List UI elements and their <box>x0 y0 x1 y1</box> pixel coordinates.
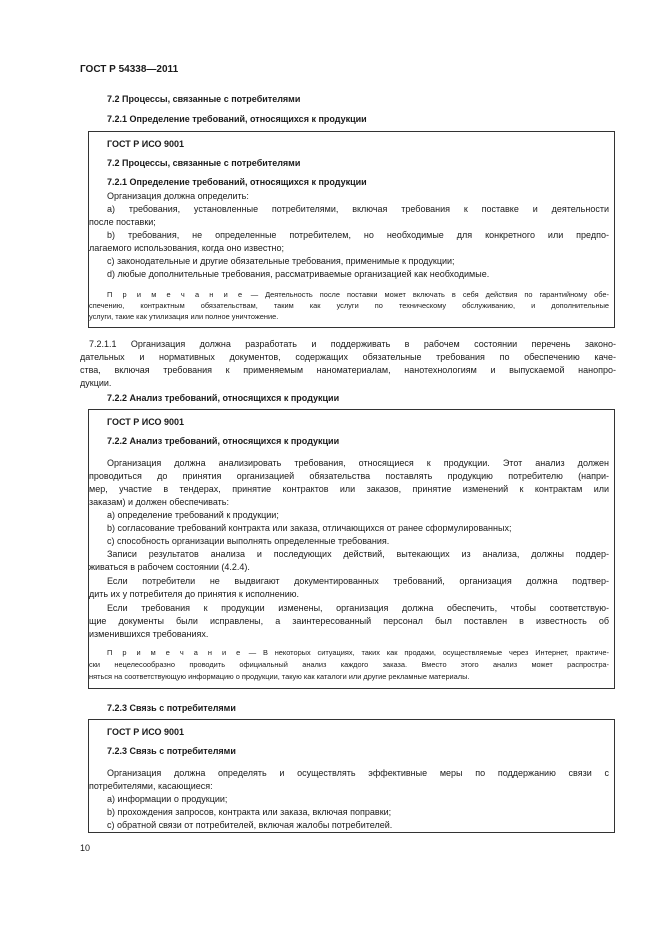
box2-note-text: — В некоторых ситуациях, таких как продажи, осуществляемые через Интернет, практиче- <box>241 648 609 657</box>
box2-p4-line1: Если требования к продукции изменены, организация должна обеспечить, чтобы соответствую- <box>107 603 609 613</box>
box1-item-a-cont: после поставки; <box>89 217 156 227</box>
box2-item-c: c) способность организации выполнять определенные требования. <box>107 536 390 546</box>
box2-p1-line3: мер, участие в тендерах, принятие контрактов или заказов, принятие изменений к контрактам или <box>89 484 609 494</box>
section-heading-7-2-3: 7.2.3 Связь с потребителями <box>107 703 236 713</box>
box2-p1-line2: проводиться до принятия организацией обязательства поставлять продукцию потребителю (напри- <box>89 471 609 481</box>
box3-p1-line2: потребителями, касающиеся: <box>89 781 213 791</box>
box2-item-b: b) согласование требований контракта или заказа, отличающихся от ранее сформулированных; <box>107 523 512 533</box>
box1-note-label: П р и м е ч а н и е <box>107 290 244 299</box>
box1-item-d: d) любые дополнительные требования, рассматриваемые организацией как необходимые. <box>107 269 490 279</box>
box2-p4-line3: изменившихся требованиях. <box>89 629 209 639</box>
box2-heading-7-2-2: 7.2.2 Анализ требований, относящихся к продукции <box>107 436 340 446</box>
para-7-2-1-1-line4: дукции. <box>80 378 112 388</box>
box1-note-line3: услуги, такие как утилизация или полное уничтожение. <box>89 312 279 321</box>
box1-intro: Организация должна определить: <box>107 191 249 201</box>
box1-item-a: a) требования, установленные потребителями, включая требования к поставке и деятельности <box>107 204 609 214</box>
document-header: ГОСТ Р 54338—2011 <box>80 64 179 75</box>
box2-p3-line2: дить их у потребителя до принятия к исполнению. <box>89 589 300 599</box>
box2-p2-line1: Записи результатов анализа и последующих действий, вытекающих из анализа, должны поддер- <box>107 549 609 559</box>
box3-label: ГОСТ Р ИСО 9001 <box>107 727 185 737</box>
box2-p2-line2: живаться в рабочем состоянии (4.2.4). <box>89 562 250 572</box>
section-heading-7-2-1: 7.2.1 Определение требований, относящихся к продукции <box>107 114 367 124</box>
box2-note-line3: няться на соответствующую информацию о продукции, такую как каталоги или другие рекламные материалы. <box>89 672 470 681</box>
box3-p1-line1: Организация должна определять и осуществлять эффективные меры по поддержанию связи с <box>107 768 609 778</box>
para-7-2-1-1-line2: дательных и нормативных документов, содержащих обязательные требования по обеспечению каче- <box>80 352 616 362</box>
box2-label: ГОСТ Р ИСО 9001 <box>107 417 185 427</box>
box1-note-line2: спечению, контрактным обязательствам, таким как услуги по техническому обслуживанию, и дополнительные <box>89 301 609 310</box>
box1-heading-7-2: 7.2 Процессы, связанные с потребителями <box>107 158 301 168</box>
box3-item-a: a) информации о продукции; <box>107 794 228 804</box>
box2-p1-line4: заказам) и должен обеспечивать: <box>89 497 229 507</box>
box2-note-line2: ски нецелесообразно проводить официальный анализ каждого заказа. Вместо этого анализ может распростра- <box>89 660 609 669</box>
box3-heading-7-2-3: 7.2.3 Связь с потребителями <box>107 746 236 756</box>
box1-heading-7-2-1: 7.2.1 Определение требований, относящихся к продукции <box>107 177 367 187</box>
para-7-2-1-1-line3: ства, включая требования к применяемым наноматериалам, нанотехнологиям и выпускаемой нанопро- <box>80 365 616 375</box>
section-heading-7-2: 7.2 Процессы, связанные с потребителями <box>107 94 301 104</box>
box1-note-text: — Деятельность после поставки может включать в себя действия по гарантийному обе- <box>243 290 609 299</box>
box2-item-a: a) определение требований к продукции; <box>107 510 279 520</box>
page-number: 10 <box>80 843 91 853</box>
box3-item-c: c) обратной связи от потребителей, включая жалобы потребителей. <box>107 820 393 830</box>
box3-item-b: b) прохождения запросов, контракта или заказа, включая поправки; <box>107 807 392 817</box>
box1-note <box>107 290 609 301</box>
box2-p3-line1: Если потребители не выдвигают документированных требований, организация должна подтвер- <box>107 576 609 586</box>
box1-item-b-cont: лагаемого использования, когда оно известно; <box>89 243 284 253</box>
box1-item-c: c) законодательные и другие обязательные требования, применимые к продукции; <box>107 256 455 266</box>
box2-note-label: П р и м е ч а н и е <box>107 648 242 657</box>
box2-p4-line2: щие документы были исправлены, а заинтересованный персонал был поставлен в известность об <box>89 616 609 626</box>
box2-note <box>107 648 609 659</box>
box1-item-b: b) требования, не определенные потребителем, но необходимые для конкретного или предпо- <box>107 230 609 240</box>
box1-label: ГОСТ Р ИСО 9001 <box>107 139 185 149</box>
section-heading-7-2-2: 7.2.2 Анализ требований, относящихся к продукции <box>107 393 340 403</box>
para-7-2-1-1-line1: 7.2.1.1 Организация должна разработать и поддерживать в рабочем состоянии перечень законо- <box>89 339 616 349</box>
box2-p1-line1: Организация должна анализировать требования, относящиеся к продукции. Этот анализ должен <box>107 458 609 468</box>
